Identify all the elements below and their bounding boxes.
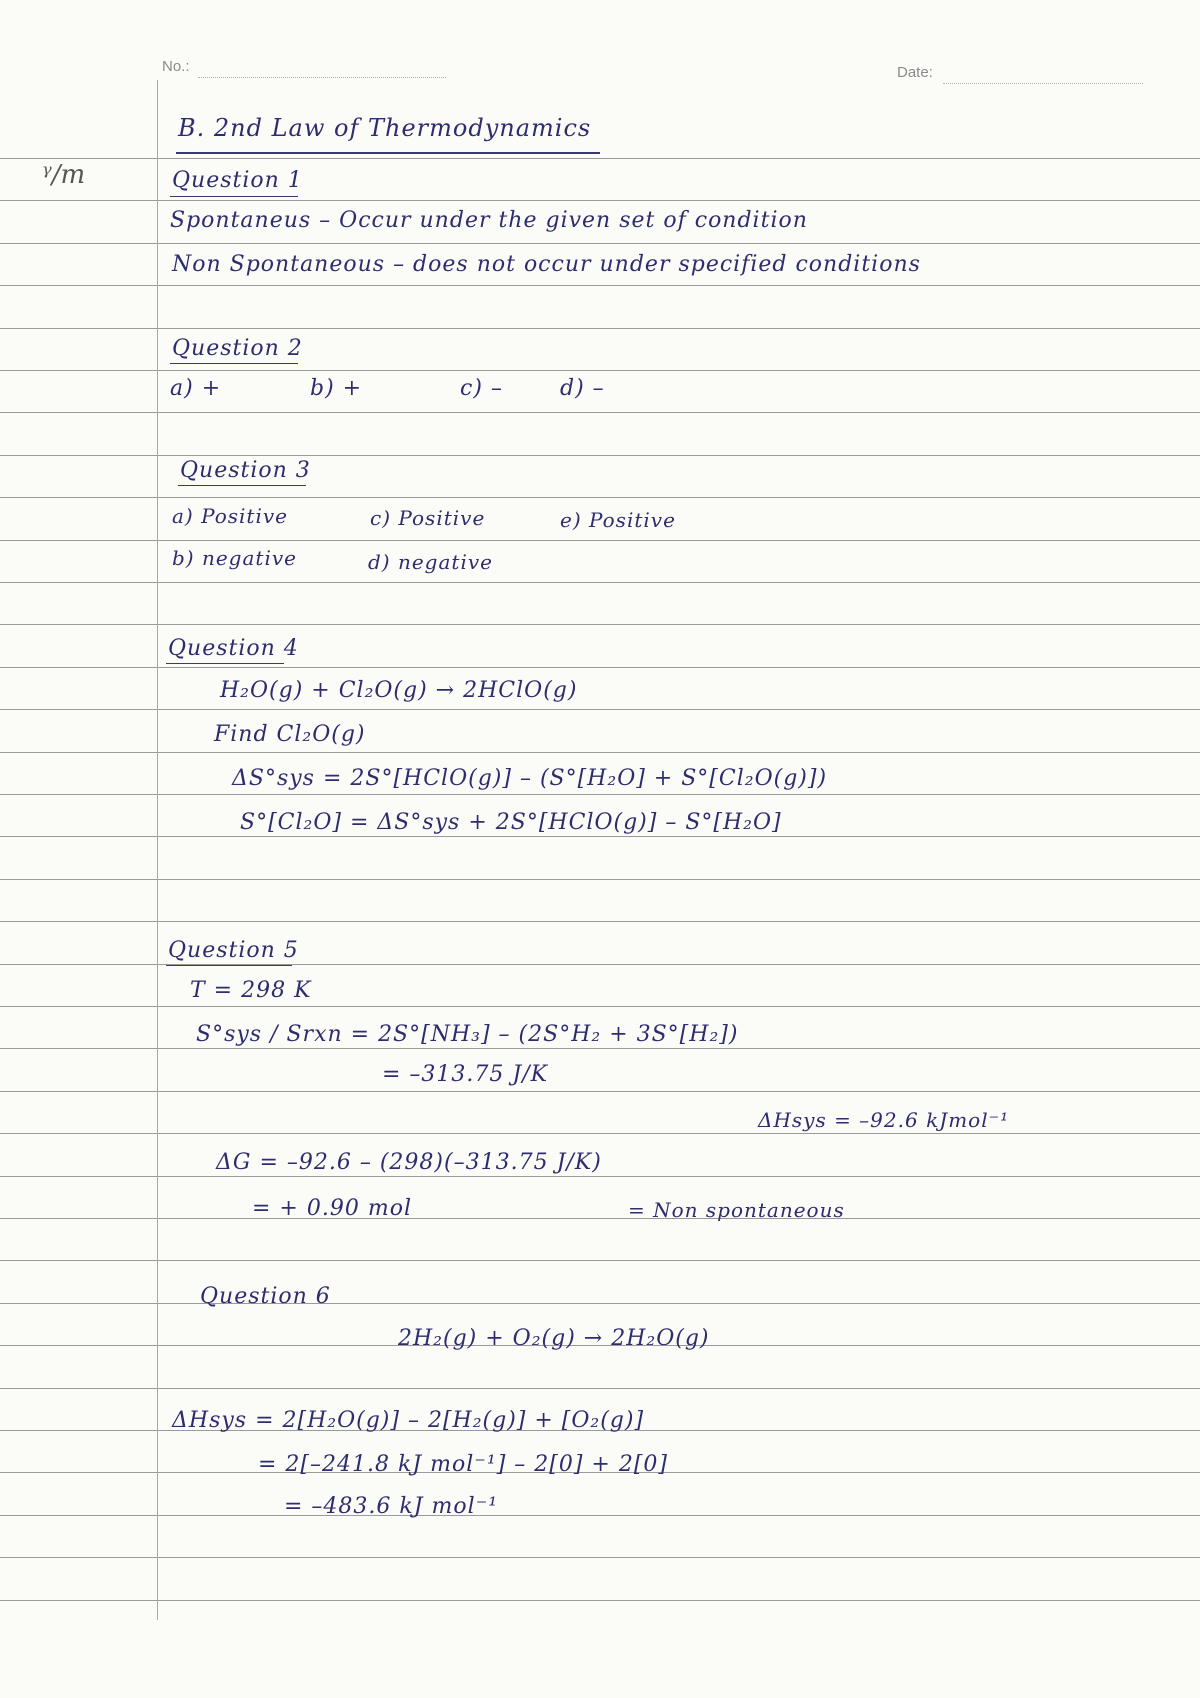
q4-line4: S°[Cl₂O] = ΔS°sys + 2S°[HClO(g)] – S°[H₂O] — [240, 810, 782, 835]
q2-heading: Question 2 — [172, 336, 303, 361]
ruled-line — [0, 1218, 1200, 1219]
q5-heading-underline — [166, 965, 292, 966]
margin-line — [157, 80, 158, 1620]
date-label: Date: — [897, 64, 933, 81]
page-title: B. 2nd Law of Thermodynamics — [178, 114, 592, 142]
ruled-line — [0, 243, 1200, 244]
q2-answer-c: c) – — [460, 376, 503, 401]
ruled-line — [0, 582, 1200, 583]
ruled-line — [0, 752, 1200, 753]
ruled-line — [0, 1091, 1200, 1092]
ruled-line — [0, 624, 1200, 625]
q5-heading: Question 5 — [168, 938, 299, 963]
date-dotted-line — [943, 82, 1143, 84]
q3-heading: Question 3 — [180, 458, 311, 483]
ruled-line — [0, 667, 1200, 668]
q4-heading-underline — [166, 663, 284, 664]
ruled-line — [0, 1006, 1200, 1007]
q1-heading: Question 1 — [172, 168, 303, 193]
q3-heading-underline — [178, 485, 306, 486]
q2-answer-b: b) + — [310, 376, 363, 401]
ruled-line — [0, 1515, 1200, 1516]
ruled-line — [0, 1388, 1200, 1389]
q2-answer-d: d) – — [560, 376, 605, 401]
ruled-line — [0, 1303, 1200, 1304]
q6-line3: = 2[–241.8 kJ mol⁻¹] – 2[0] + 2[0] — [258, 1452, 669, 1477]
q3-answer-e: e) Positive — [560, 508, 676, 532]
ruled-line — [0, 1176, 1200, 1177]
q2-answer-a: a) + — [170, 376, 222, 401]
q3-answer-a: a) Positive — [172, 504, 288, 528]
q2-heading-underline — [170, 363, 298, 364]
q3-answer-c: c) Positive — [370, 506, 486, 530]
q1-line2: Non Spontaneous – does not occur under specified conditions — [172, 252, 921, 277]
q4-line3: ΔS°sys = 2S°[HClO(g)] – (S°[H₂O] + S°[Cl₂O(g)]) — [232, 766, 828, 791]
no-label: No.: — [162, 58, 190, 75]
ruled-line — [0, 1600, 1200, 1601]
q3-answer-b: b) negative — [172, 546, 297, 570]
no-dotted-line — [198, 76, 446, 78]
ruled-line — [0, 285, 1200, 286]
ruled-line — [0, 1048, 1200, 1049]
q6-heading: Question 6 — [200, 1284, 331, 1309]
q5-line4: ΔHsys = –92.6 kJmol⁻¹ — [758, 1108, 1010, 1132]
q5-line2: S°sys / Srxn = 2S°[NH₃] – (2S°H₂ + 3S°[H₂]) — [196, 1022, 739, 1047]
title-underline — [176, 152, 600, 154]
ruled-line — [0, 158, 1200, 159]
q5-line3: = –313.75 J/K — [382, 1062, 549, 1087]
ruled-line — [0, 540, 1200, 541]
q1-line1: Spontaneus – Occur under the given set of condition — [170, 208, 808, 233]
q4-heading: Question 4 — [168, 636, 299, 661]
q5-line5: ΔG = –92.6 – (298)(–313.75 J/K) — [216, 1150, 602, 1175]
ruled-line — [0, 921, 1200, 922]
q6-line2: ΔHsys = 2[H₂O(g)] – 2[H₂(g)] + [O₂(g)] — [172, 1408, 645, 1433]
ruled-line — [0, 455, 1200, 456]
q6-line1: 2H₂(g) + O₂(g) → 2H₂O(g) — [398, 1326, 710, 1351]
ruled-line — [0, 836, 1200, 837]
ruled-line — [0, 1557, 1200, 1558]
q3-answer-d: d) negative — [368, 550, 493, 574]
q4-line2: Find Cl₂O(g) — [214, 722, 366, 747]
ruled-line — [0, 879, 1200, 880]
margin-initials: ᵞ/m — [42, 160, 86, 190]
ruled-line — [0, 1260, 1200, 1261]
ruled-line — [0, 794, 1200, 795]
ruled-line — [0, 328, 1200, 329]
ruled-line — [0, 200, 1200, 201]
ruled-line — [0, 1133, 1200, 1134]
q4-line1: H₂O(g) + Cl₂O(g) → 2HClO(g) — [220, 678, 578, 703]
ruled-line — [0, 709, 1200, 710]
q5-line6: = + 0.90 mol — [252, 1196, 412, 1221]
q5-line1: T = 298 K — [190, 978, 312, 1003]
q5-line6b: = Non spontaneous — [628, 1198, 845, 1222]
ruled-line — [0, 412, 1200, 413]
q6-line4: = –483.6 kJ mol⁻¹ — [284, 1494, 499, 1519]
ruled-line — [0, 497, 1200, 498]
q1-heading-underline — [170, 196, 298, 197]
ruled-line — [0, 370, 1200, 371]
